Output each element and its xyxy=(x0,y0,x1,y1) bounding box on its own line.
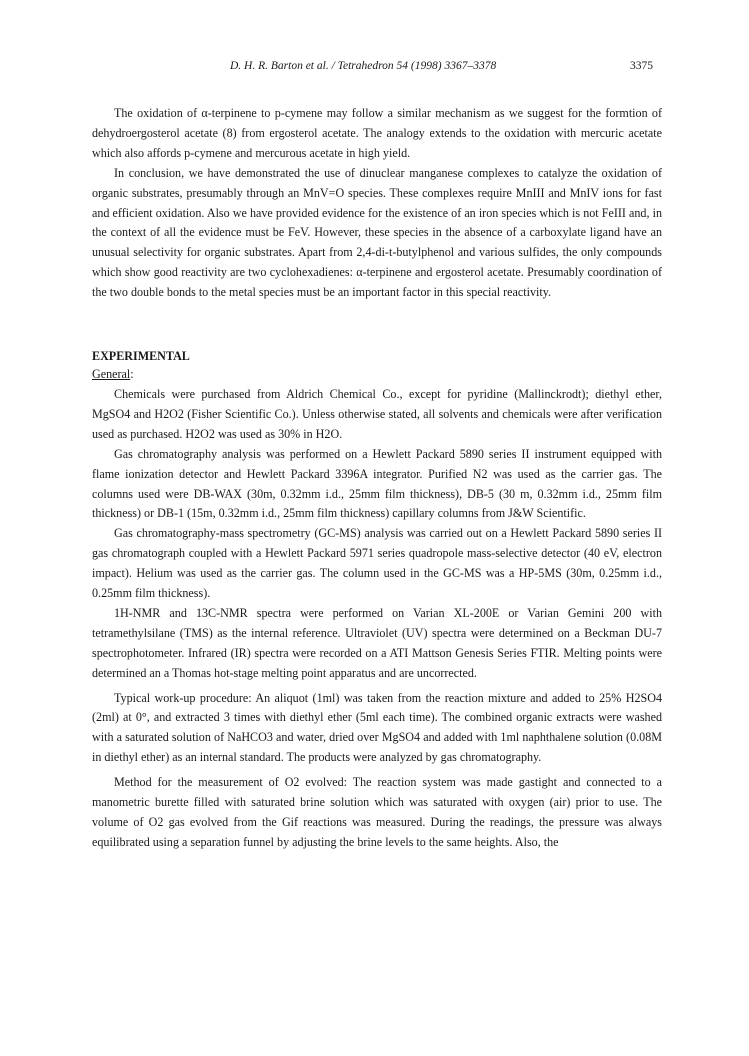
running-header xyxy=(0,60,749,76)
paragraph-gas-chromatography: Gas chromatography analysis was performed on a Hewlett Packard 5890 series II instrument equipped with flame ionization detector and Hewlett Packard 3396A integrator. Purified N2 was used as the carrier gas. The columns used were DB-WAX (30m, 0.32mm i.d., 25mm film thickness), DB-5 (30 m, 0.32mm i.d., 25mm film thickness) or DB-1 (15m, 0.32mm i.d., 25mm film thickness) capillary columns from J&W Scientific. xyxy=(92,446,662,521)
paragraph-conclusion: In conclusion, we have demonstrated the use of dinuclear manganese complexes to catalyze the oxidation of organic substrates, presumably through an MnV=O species. These complexes require MnIII and MnIV ions for fast and efficient oxidation. Also we have provided evidence for the existence of an iron species which is not FeIII and, in the context of all the evidence must be FeV. However, these species in the absence of a carboxylate ligand have an unusual selectivity for organic substrates. Apart from 2,4-di-t-butylphenol and various sulfides, the only compounds which show good reactivity are two cyclohexadienes: α-terpinene and ergosterol acetate. Presumably coordination of the two double bonds to the metal species must be an important factor in this special reactivity. xyxy=(92,165,662,300)
subheading-colon: : xyxy=(130,367,134,382)
paragraph-nmr-spectra: 1H-NMR and 13C-NMR spectra were performed on Varian XL-200E or Varian Gemini 200 with tetramethylsilane (TMS) as the internal reference. Ultraviolet (UV) spectra were determined on a Beckman DU-7 spectrophotometer. Infrared (IR) spectra were recorded on a ATI Mattson Genesis Series FTIR. Melting points were determined an a Thomas hot-stage melting point apparatus and are uncorrected. xyxy=(92,605,662,680)
paragraph-gc-ms: Gas chromatography-mass spectrometry (GC-MS) analysis was carried out on a Hewlett Packard 5890 series II gas chromatograph coupled with a Hewlett Packard 5971 series quadropole mass-selective detector (40 eV, electron impact). Helium was used as the carrier gas. The column used in the GC-MS was a HP-5MS (30m, 0.25mm i.d., 0.25mm film thickness). xyxy=(92,526,662,601)
body-text xyxy=(92,104,662,853)
subheading-general-line xyxy=(92,365,662,385)
running-title: D. H. R. Barton et al. / Tetrahedron 54 (1998) 3367–3378 xyxy=(230,60,497,72)
paragraph-workup-procedure: Typical work-up procedure: An aliquot (1ml) was taken from the reaction mixture and added to 25% H2SO4 (2ml) at 0°, and extracted 3 times with diethyl ether (5ml each time). The combined organic extracts were washed with a saturated solution of NaHCO3 and water, dried over MgSO4 and added with 1ml naphthalene solution (0.08M in diethyl ether) as an internal standard. The products were analyzed by gas chromatography. xyxy=(92,690,662,765)
paragraph-chemicals: Chemicals were purchased from Aldrich Chemical Co., except for pyridine (Mallinckrodt); diethyl ether, MgSO4 and H2O2 (Fisher Scientific Co.). Unless otherwise stated, all solvents and chemicals were after verification used as purchased. H2O2 was used as 30% in H2O. xyxy=(92,386,662,441)
page-number: 3375 xyxy=(630,60,653,72)
subheading-general: General xyxy=(92,367,131,382)
paragraph-mechanism: The oxidation of α-terpinene to p-cymene may follow a similar mechanism as we suggest for the formtion of dehydroergosterol acetate (8) from ergosterol acetate. The analogy extends to the oxidation with mercuric acetate which also affords p-cymene and mercurous acetate in high yield. xyxy=(92,106,662,160)
paragraph-o2-measurement: Method for the measurement of O2 evolved: The reaction system was made gastight and connected to a manometric burette filled with saturated brine solution which was saturated with oxygen (air) prior to use. The volume of O2 gas evolved from the Gif reactions was measured. During the readings, the pressure was always equilibrated using a separation funnel by adjusting the brine levels to the same heights. Also, the xyxy=(92,775,662,849)
section-heading-experimental: EXPERIMENTAL xyxy=(92,349,190,364)
